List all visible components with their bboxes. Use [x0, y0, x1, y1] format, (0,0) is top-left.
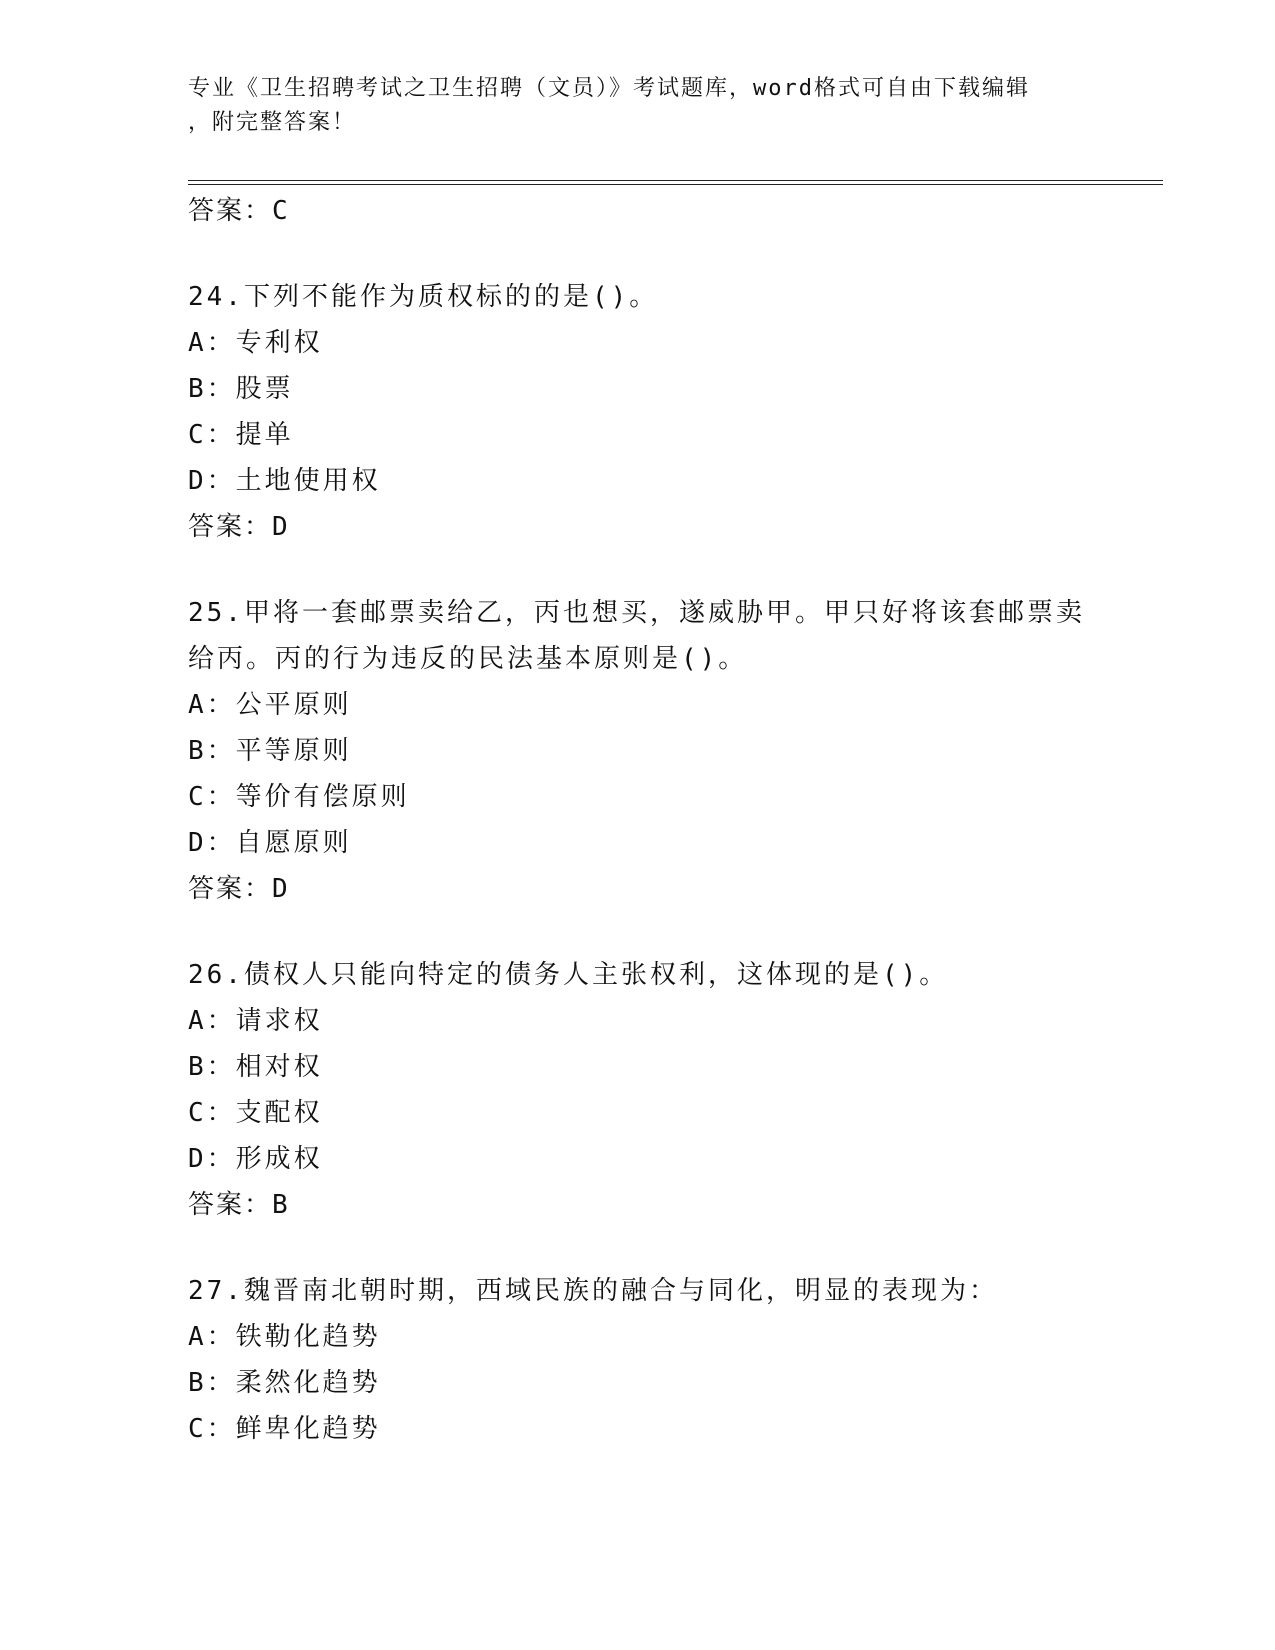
option-c: C：等价有偿原则 — [188, 782, 410, 812]
header-divider-bottom — [188, 184, 1163, 185]
option-b: B：平等原则 — [188, 736, 352, 766]
question-25 — [188, 590, 1088, 912]
answer: 答案：D — [188, 512, 290, 542]
question-stem: 27.魏晋南北朝时期，西域民族的融合与同化，明显的表现为： — [188, 1276, 998, 1306]
question-stem: 26.债权人只能向特定的债务人主张权利，这体现的是()。 — [188, 960, 949, 990]
option-a: A：铁勒化趋势 — [188, 1322, 381, 1352]
header-line-2: ，附完整答案！ — [188, 110, 357, 135]
option-d: D：形成权 — [188, 1144, 323, 1174]
option-c: C：提单 — [188, 420, 294, 450]
option-d: D：自愿原则 — [188, 828, 352, 858]
option-b: B：柔然化趋势 — [188, 1368, 381, 1398]
option-d: D：土地使用权 — [188, 466, 381, 496]
document-header — [188, 72, 1088, 140]
question-stem-line-2: 给丙。丙的行为违反的民法基本原则是()。 — [188, 644, 748, 674]
option-b: B：股票 — [188, 374, 294, 404]
previous-answer: 答案：C — [188, 196, 290, 226]
header-line-1: 专业《卫生招聘考试之卫生招聘（文员）》考试题库，word格式可自由下载编辑 — [188, 76, 1030, 101]
option-a: A：专利权 — [188, 328, 323, 358]
option-b: B：相对权 — [188, 1052, 323, 1082]
question-stem: 24.下列不能作为质权标的的是()。 — [188, 282, 659, 312]
option-a: A：请求权 — [188, 1006, 323, 1036]
question-26 — [188, 952, 1088, 1228]
option-a: A：公平原则 — [188, 690, 352, 720]
document-body — [188, 188, 1088, 1452]
question-27 — [188, 1268, 1088, 1452]
answer: 答案：D — [188, 874, 290, 904]
question-24 — [188, 274, 1088, 550]
answer: 答案：B — [188, 1190, 290, 1220]
question-stem-line-1: 25.甲将一套邮票卖给乙，丙也想买，遂威胁甲。甲只好将该套邮票卖 — [188, 598, 1085, 628]
option-c: C：支配权 — [188, 1098, 323, 1128]
option-c: C：鲜卑化趋势 — [188, 1414, 381, 1444]
header-divider-top — [188, 180, 1163, 181]
